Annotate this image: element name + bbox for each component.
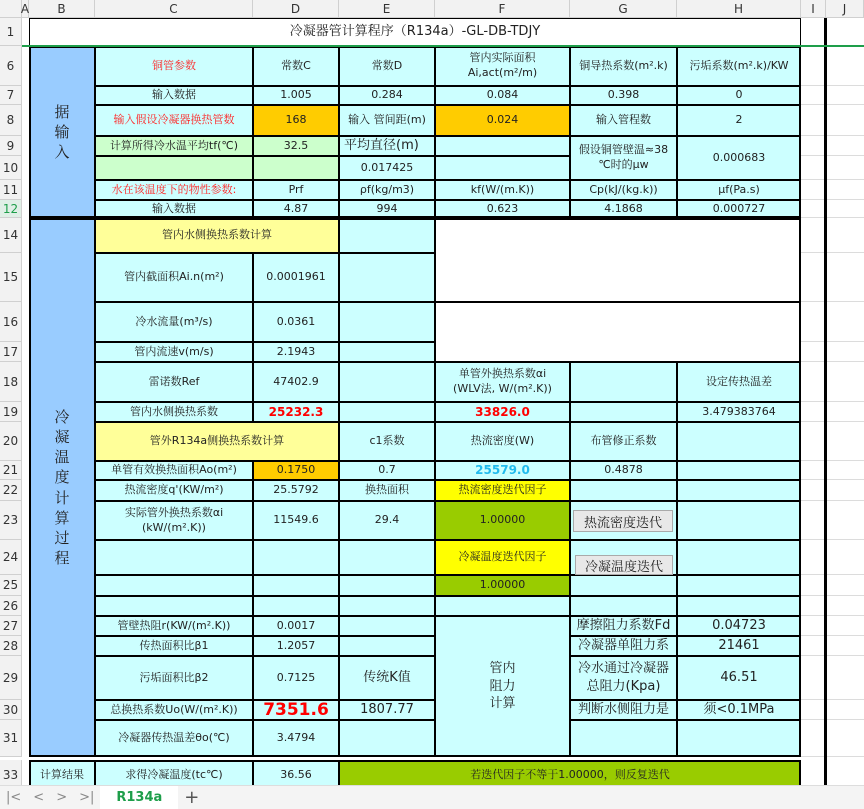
cell-g26[interactable] bbox=[570, 596, 677, 616]
cell-c26[interactable] bbox=[95, 596, 253, 616]
cell-g18[interactable] bbox=[570, 362, 677, 402]
cell-c21[interactable]: 单管有效换热面积Ao(m²) bbox=[95, 461, 253, 480]
cell-f14[interactable] bbox=[435, 218, 801, 302]
gridline bbox=[801, 422, 864, 461]
cell-f8[interactable]: 0.024 bbox=[435, 105, 570, 136]
cell-h12[interactable]: 0.000727 bbox=[677, 200, 801, 218]
cell-d30[interactable]: 7351.6 bbox=[253, 700, 339, 720]
cell-g25[interactable] bbox=[570, 575, 677, 596]
gridline bbox=[801, 86, 864, 105]
cell-d33[interactable]: 36.56 bbox=[253, 760, 339, 790]
cell-g11[interactable]: Cp(kJ/(kg.k)) bbox=[570, 180, 677, 200]
cell-h6[interactable]: 污垢系数(m².k)/KW bbox=[677, 46, 801, 86]
cell-c12[interactable]: 输入数据 bbox=[95, 200, 253, 218]
row-header-21[interactable]: 21 bbox=[0, 461, 22, 480]
gridline bbox=[801, 253, 864, 302]
gridline bbox=[801, 136, 864, 156]
gridline bbox=[801, 402, 864, 422]
gridline bbox=[801, 636, 864, 656]
prev-sheet-button[interactable]: < bbox=[33, 790, 45, 805]
row-header-18[interactable]: 18 bbox=[0, 362, 22, 402]
cell-c18[interactable]: 雷诺数Ref bbox=[95, 362, 253, 402]
cell-g30[interactable]: 判断水侧阻力是 bbox=[570, 700, 677, 720]
cell-f10[interactable] bbox=[435, 156, 570, 180]
cell-f26[interactable] bbox=[435, 596, 570, 616]
cell-e25[interactable] bbox=[339, 575, 435, 596]
row-header-22[interactable]: 22 bbox=[0, 480, 22, 501]
cell-c20[interactable]: 管外R134a侧换热系数计算 bbox=[95, 422, 339, 461]
cell-h27[interactable]: 0.04723 bbox=[677, 616, 801, 636]
cell-e6[interactable]: 常数D bbox=[339, 46, 435, 86]
cell-c6[interactable]: 铜管参数 bbox=[95, 46, 253, 86]
cell-h21[interactable] bbox=[677, 461, 801, 480]
cell-h8[interactable]: 2 bbox=[677, 105, 801, 136]
cell-e11[interactable]: ρf(kg/m3) bbox=[339, 180, 435, 200]
cell-title[interactable]: 冷凝器管计算程序（R134a）-GL-DB-TDJY bbox=[29, 18, 801, 46]
cell-d6[interactable]: 常数C bbox=[253, 46, 339, 86]
cell-e10[interactable]: 0.017425 bbox=[339, 156, 435, 180]
row-header-20[interactable]: 20 bbox=[0, 422, 22, 461]
cell-d27[interactable]: 0.0017 bbox=[253, 616, 339, 636]
cell-e22[interactable]: 换热面积 bbox=[339, 480, 435, 501]
gridline bbox=[801, 656, 864, 700]
cell-d11[interactable]: Prf bbox=[253, 180, 339, 200]
cell-f25[interactable]: 1.00000 bbox=[435, 575, 570, 596]
cell-h20[interactable] bbox=[677, 422, 801, 461]
gridline bbox=[801, 18, 864, 46]
column-header-b[interactable]: B bbox=[29, 0, 95, 18]
cell-d29[interactable]: 0.7125 bbox=[253, 656, 339, 700]
cell-h24[interactable] bbox=[677, 540, 801, 575]
gridline bbox=[801, 200, 864, 218]
cell-g20[interactable]: 布管修正系数 bbox=[570, 422, 677, 461]
last-sheet-button[interactable]: >| bbox=[79, 790, 95, 805]
gridline bbox=[801, 180, 864, 200]
cell-h19[interactable]: 3.479383764 bbox=[677, 402, 801, 422]
cell-f12[interactable]: 0.623 bbox=[435, 200, 570, 218]
row-header-24[interactable]: 24 bbox=[0, 540, 22, 575]
row-header-1[interactable]: 1 bbox=[0, 18, 22, 46]
cell-f18[interactable]: 单管外换热系数αi (WLV法, W/(m².K)) bbox=[435, 362, 570, 402]
cell-d15[interactable]: 0.0001961 bbox=[253, 253, 339, 302]
freeze-pane-line bbox=[22, 45, 864, 47]
row-header-33[interactable]: 33 bbox=[0, 760, 22, 790]
gridline bbox=[801, 616, 864, 636]
cell-h23[interactable] bbox=[677, 501, 801, 540]
cell-g22[interactable] bbox=[570, 480, 677, 501]
cell-c7[interactable]: 输入数据 bbox=[95, 86, 253, 105]
cell-e20[interactable]: c1系数 bbox=[339, 422, 435, 461]
cell-g7[interactable]: 0.398 bbox=[570, 86, 677, 105]
cell-e21[interactable]: 0.7 bbox=[339, 461, 435, 480]
cell-g27[interactable]: 摩擦阻力系数Fd bbox=[570, 616, 677, 636]
gridline bbox=[801, 302, 864, 342]
gridline bbox=[801, 720, 864, 757]
row-header-10[interactable]: 10 bbox=[0, 156, 22, 180]
cell-f20[interactable]: 热流密度(W) bbox=[435, 422, 570, 461]
cell-c22[interactable]: 热流密度q'(KW/m²) bbox=[95, 480, 253, 501]
column-header-h[interactable]: H bbox=[677, 0, 801, 18]
cell-d10[interactable] bbox=[253, 156, 339, 180]
cell-e31[interactable] bbox=[339, 720, 435, 757]
sheet-tab-r134a[interactable]: R134a bbox=[100, 786, 178, 809]
cell-h7[interactable]: 0 bbox=[677, 86, 801, 105]
cell-g21[interactable]: 0.4878 bbox=[570, 461, 677, 480]
row-header-28[interactable]: 28 bbox=[0, 636, 22, 656]
cell-c27[interactable]: 管壁热阻r(KW/(m².K)) bbox=[95, 616, 253, 636]
cell-e18[interactable] bbox=[339, 362, 435, 402]
cell-h22[interactable] bbox=[677, 480, 801, 501]
add-sheet-button[interactable]: + bbox=[184, 787, 200, 808]
row-header-17[interactable]: 17 bbox=[0, 342, 22, 362]
cell-e8[interactable]: 输入 管间距(m) bbox=[339, 105, 435, 136]
cell-e29[interactable]: 传统K值 bbox=[339, 656, 435, 700]
cell-h18[interactable]: 设定传热温差 bbox=[677, 362, 801, 402]
cell-c19[interactable]: 管内水侧换热系数 bbox=[95, 402, 253, 422]
cell-h11[interactable]: μf(Pa.s) bbox=[677, 180, 801, 200]
cell-f16[interactable] bbox=[435, 302, 801, 362]
cell-f23[interactable]: 1.00000 bbox=[435, 501, 570, 540]
cell-g9[interactable]: 假设铜管壁温≈38 ℃时的μw bbox=[570, 136, 677, 180]
cell-f24[interactable]: 冷凝温度迭代因子 bbox=[435, 540, 570, 575]
cell-c31[interactable]: 冷凝器传热温差θo(℃) bbox=[95, 720, 253, 757]
cell-c30[interactable]: 总换热系数Uo(W/(m².K)) bbox=[95, 700, 253, 720]
cell-c11[interactable]: 水在该温度下的物性参数: bbox=[95, 180, 253, 200]
gridline bbox=[801, 105, 864, 136]
row-header-15[interactable]: 15 bbox=[0, 253, 22, 302]
cell-c10[interactable] bbox=[95, 156, 253, 180]
cell-h29[interactable]: 46.51 bbox=[677, 656, 801, 700]
row-header-29[interactable]: 29 bbox=[0, 656, 22, 700]
column-header-d[interactable]: D bbox=[253, 0, 339, 18]
cell-d19[interactable]: 25232.3 bbox=[253, 402, 339, 422]
cell-f27[interactable]: 管内 阻力 计算 bbox=[435, 616, 570, 757]
cell-c24[interactable] bbox=[95, 540, 253, 575]
gridline bbox=[801, 362, 864, 402]
cell-f19[interactable]: 33826.0 bbox=[435, 402, 570, 422]
column-header-g[interactable]: G bbox=[570, 0, 677, 18]
cell-e9[interactable]: 平均直径(m) bbox=[339, 136, 435, 156]
cell-d17[interactable]: 2.1943 bbox=[253, 342, 339, 362]
cell-d28[interactable]: 1.2057 bbox=[253, 636, 339, 656]
cell-e17[interactable] bbox=[339, 342, 435, 362]
cell-g12[interactable]: 4.1868 bbox=[570, 200, 677, 218]
gridline bbox=[801, 501, 864, 540]
column-header-i[interactable]: I bbox=[801, 0, 826, 18]
cell-f9[interactable] bbox=[435, 136, 570, 156]
cell-h30[interactable]: 须<0.1MPa bbox=[677, 700, 801, 720]
cell-d16[interactable]: 0.0361 bbox=[253, 302, 339, 342]
gridline bbox=[801, 540, 864, 575]
cell-h26[interactable] bbox=[677, 596, 801, 616]
cell-e19[interactable] bbox=[339, 402, 435, 422]
cell-e26[interactable] bbox=[339, 596, 435, 616]
cell-f7[interactable]: 0.084 bbox=[435, 86, 570, 105]
sheet-tab-bar bbox=[0, 785, 864, 809]
cell-c14[interactable]: 管内水侧换热系数计算 bbox=[95, 218, 339, 253]
cell-side-input[interactable]: 据 输 入 bbox=[29, 46, 95, 218]
row-header-8[interactable]: 8 bbox=[0, 105, 22, 136]
row-header-19[interactable]: 19 bbox=[0, 402, 22, 422]
cell-f6[interactable]: 管内实际面积 Ai,act(m²/m) bbox=[435, 46, 570, 86]
cell-g6[interactable]: 铜导热系数(m².k) bbox=[570, 46, 677, 86]
row-header-30[interactable]: 30 bbox=[0, 700, 22, 720]
cell-c23[interactable]: 实际管外换热系数αi (kW/(m².K)) bbox=[95, 501, 253, 540]
cell-d21[interactable]: 0.1750 bbox=[253, 461, 339, 480]
gridline bbox=[801, 218, 864, 253]
cell-d23[interactable]: 11549.6 bbox=[253, 501, 339, 540]
cell-c8[interactable]: 输入假设冷凝器换热管数 bbox=[95, 105, 253, 136]
cell-c28[interactable]: 传热面积比β1 bbox=[95, 636, 253, 656]
cell-d31[interactable]: 3.4794 bbox=[253, 720, 339, 757]
cell-d7[interactable]: 1.005 bbox=[253, 86, 339, 105]
row-header-25[interactable]: 25 bbox=[0, 575, 22, 596]
cell-e27[interactable] bbox=[339, 616, 435, 636]
cell-e15[interactable] bbox=[339, 253, 435, 302]
column-i-border bbox=[824, 18, 827, 790]
select-all-corner[interactable] bbox=[0, 0, 22, 18]
cell-c15[interactable]: 管内截面积Ai.n(m²) bbox=[95, 253, 253, 302]
row-header-14[interactable]: 14 bbox=[0, 218, 22, 253]
gridline bbox=[801, 596, 864, 616]
gridline bbox=[801, 46, 864, 86]
cell-e14[interactable] bbox=[339, 218, 435, 253]
cell-h28[interactable]: 21461 bbox=[677, 636, 801, 656]
heat-flux-iterate-button[interactable]: 热流密度迭代 bbox=[573, 510, 673, 532]
row-header-7[interactable]: 7 bbox=[0, 86, 22, 105]
cell-c33[interactable]: 求得冷凝温度(tc℃) bbox=[95, 760, 253, 790]
cell-e24[interactable] bbox=[339, 540, 435, 575]
row-header-12[interactable]: 12 bbox=[0, 200, 22, 218]
cell-h25[interactable] bbox=[677, 575, 801, 596]
column-header-a[interactable]: A bbox=[22, 0, 29, 18]
gridline bbox=[801, 461, 864, 480]
next-sheet-button[interactable]: > bbox=[56, 790, 68, 805]
gridline bbox=[801, 700, 864, 720]
row-header-9[interactable]: 9 bbox=[0, 136, 22, 156]
cell-h31[interactable] bbox=[677, 720, 801, 757]
cell-e28[interactable] bbox=[339, 636, 435, 656]
gridline bbox=[801, 342, 864, 362]
cell-g29[interactable]: 冷水通过冷凝器 总阻力(Kpa) bbox=[570, 656, 677, 700]
cell-c25[interactable] bbox=[95, 575, 253, 596]
cell-e23[interactable]: 29.4 bbox=[339, 501, 435, 540]
cell-h9[interactable]: 0.000683 bbox=[677, 136, 801, 180]
gridline bbox=[801, 575, 864, 596]
cell-d9[interactable]: 32.5 bbox=[253, 136, 339, 156]
row-header-23[interactable]: 23 bbox=[0, 501, 22, 540]
gridline bbox=[801, 156, 864, 180]
row-header-6[interactable]: 6 bbox=[0, 46, 22, 86]
row-header-27[interactable]: 27 bbox=[0, 616, 22, 636]
first-sheet-button[interactable]: |< bbox=[6, 790, 22, 805]
cell-e33[interactable]: 若迭代因子不等于1.00000，则反复迭代 bbox=[339, 760, 801, 790]
cell-d24[interactable] bbox=[253, 540, 339, 575]
cell-side-calc[interactable]: 冷 凝 温 度 计 算 过 程 bbox=[29, 218, 95, 757]
cell-d8[interactable]: 168 bbox=[253, 105, 339, 136]
cell-d26[interactable] bbox=[253, 596, 339, 616]
cell-e7[interactable]: 0.284 bbox=[339, 86, 435, 105]
cell-f11[interactable]: kf(W/(m.K)) bbox=[435, 180, 570, 200]
cell-e30[interactable]: 1807.77 bbox=[339, 700, 435, 720]
column-header-f[interactable]: F bbox=[435, 0, 570, 18]
cell-e16[interactable] bbox=[339, 302, 435, 342]
column-header-c[interactable]: C bbox=[95, 0, 253, 18]
row-header-26[interactable]: 26 bbox=[0, 596, 22, 616]
column-header-e[interactable]: E bbox=[339, 0, 435, 18]
cell-f21[interactable]: 25579.0 bbox=[435, 461, 570, 480]
cell-g8[interactable]: 输入管程数 bbox=[570, 105, 677, 136]
cell-c16[interactable]: 冷水流量(m³/s) bbox=[95, 302, 253, 342]
cell-d18[interactable]: 47402.9 bbox=[253, 362, 339, 402]
cell-d25[interactable] bbox=[253, 575, 339, 596]
cell-c29[interactable]: 污垢面积比β2 bbox=[95, 656, 253, 700]
gridline bbox=[801, 480, 864, 501]
cell-c17[interactable]: 管内流速v(m/s) bbox=[95, 342, 253, 362]
column-header-j[interactable]: J bbox=[826, 0, 864, 18]
row-header-16[interactable]: 16 bbox=[0, 302, 22, 342]
condensing-temp-iterate-button[interactable]: 冷凝温度迭代 bbox=[575, 555, 673, 575]
cell-d12[interactable]: 4.87 bbox=[253, 200, 339, 218]
cell-g19[interactable] bbox=[570, 402, 677, 422]
cell-b33[interactable]: 计算结果 bbox=[29, 760, 95, 790]
row-header-11[interactable]: 11 bbox=[0, 180, 22, 200]
cell-g31[interactable] bbox=[570, 720, 677, 757]
row-header-31[interactable]: 31 bbox=[0, 720, 22, 757]
cell-c9[interactable]: 计算所得冷水温平均tf(℃) bbox=[95, 136, 253, 156]
cell-g28[interactable]: 冷凝器单阻力系 bbox=[570, 636, 677, 656]
cell-f22[interactable]: 热流密度迭代因子 bbox=[435, 480, 570, 501]
cell-d22[interactable]: 25.5792 bbox=[253, 480, 339, 501]
cell-e12[interactable]: 994 bbox=[339, 200, 435, 218]
